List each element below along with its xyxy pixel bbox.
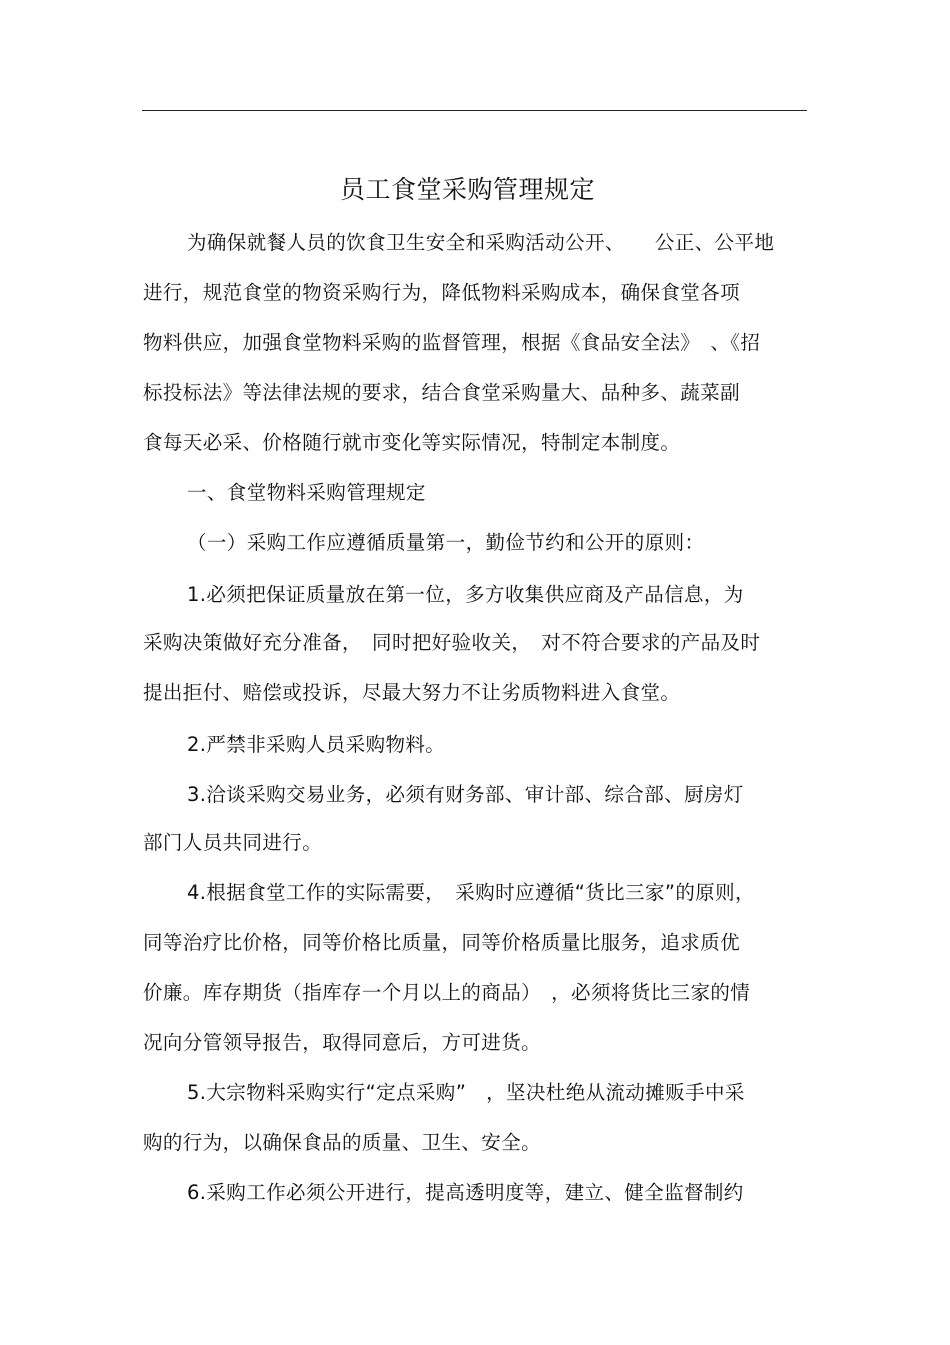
- list-item-line: 购的行为，以确保食品的质量、卫生、安全。: [143, 1131, 542, 1154]
- list-item-line: 同等治疗比价格，同等价格比质量，同等价格质量比服务，追求质优: [143, 931, 741, 954]
- list-item-line: 况向分管领导报告，取得同意后，方可进货。: [143, 1031, 542, 1054]
- list-item-line: 提出拒付、赔偿或投诉，尽最大努力不让劣质物料进入食堂。: [143, 681, 681, 704]
- subsection-heading: （一）采购工作应遵循质量第一，勤俭节约和公开的原则：: [187, 531, 705, 554]
- paragraph-line: 标投标法》等法律法规的要求，结合食堂采购量大、品种多、蔬菜副: [143, 381, 741, 404]
- paragraph-line: 物料供应，加强食堂物料采购的监督管理，根据《食品安全法》 、《招: [143, 331, 761, 354]
- paragraph-line: 为确保就餐人员的饮食卫生安全和采购活动公开、 公正、公平地: [187, 231, 775, 254]
- list-item-line: 4.根据食堂工作的实际需要， 采购时应遵循“货比三家”的原则，: [187, 881, 755, 904]
- list-item-line: 6.采购工作必须公开进行，提高透明度等，建立、健全监督制约: [187, 1181, 744, 1204]
- paragraph-line: 食每天必采、价格随行就市变化等实际情况，特制定本制度。: [143, 431, 681, 454]
- list-item-line: 5.大宗物料采购实行“定点采购” ，坚决杜绝从流动摊贩手中采: [187, 1081, 745, 1104]
- list-item-line: 1.必须把保证质量放在第一位，多方收集供应商及产品信息，为: [187, 583, 744, 606]
- list-item-line: 3.洽谈采购交易业务，必须有财务部、审计部、综合部、厨房灯: [187, 783, 744, 806]
- list-item-line: 采购决策做好充分准备， 同时把好验收关， 对不符合要求的产品及时: [143, 631, 761, 654]
- list-item-line: 价廉。库存期货（指库存一个月以上的商品） ，必须将货比三家的情: [143, 981, 751, 1004]
- section-heading: 一、食堂物料采购管理规定: [187, 481, 426, 504]
- list-item-line: 2.严禁非采购人员采购物料。: [187, 733, 446, 756]
- paragraph-line: 进行，规范食堂的物资采购行为，降低物料采购成本，确保食堂各项: [143, 281, 741, 304]
- header-rule: [142, 110, 807, 111]
- list-item-line: 部门人员共同进行。: [143, 831, 323, 854]
- document-title: 员工食堂采购管理规定: [339, 175, 595, 204]
